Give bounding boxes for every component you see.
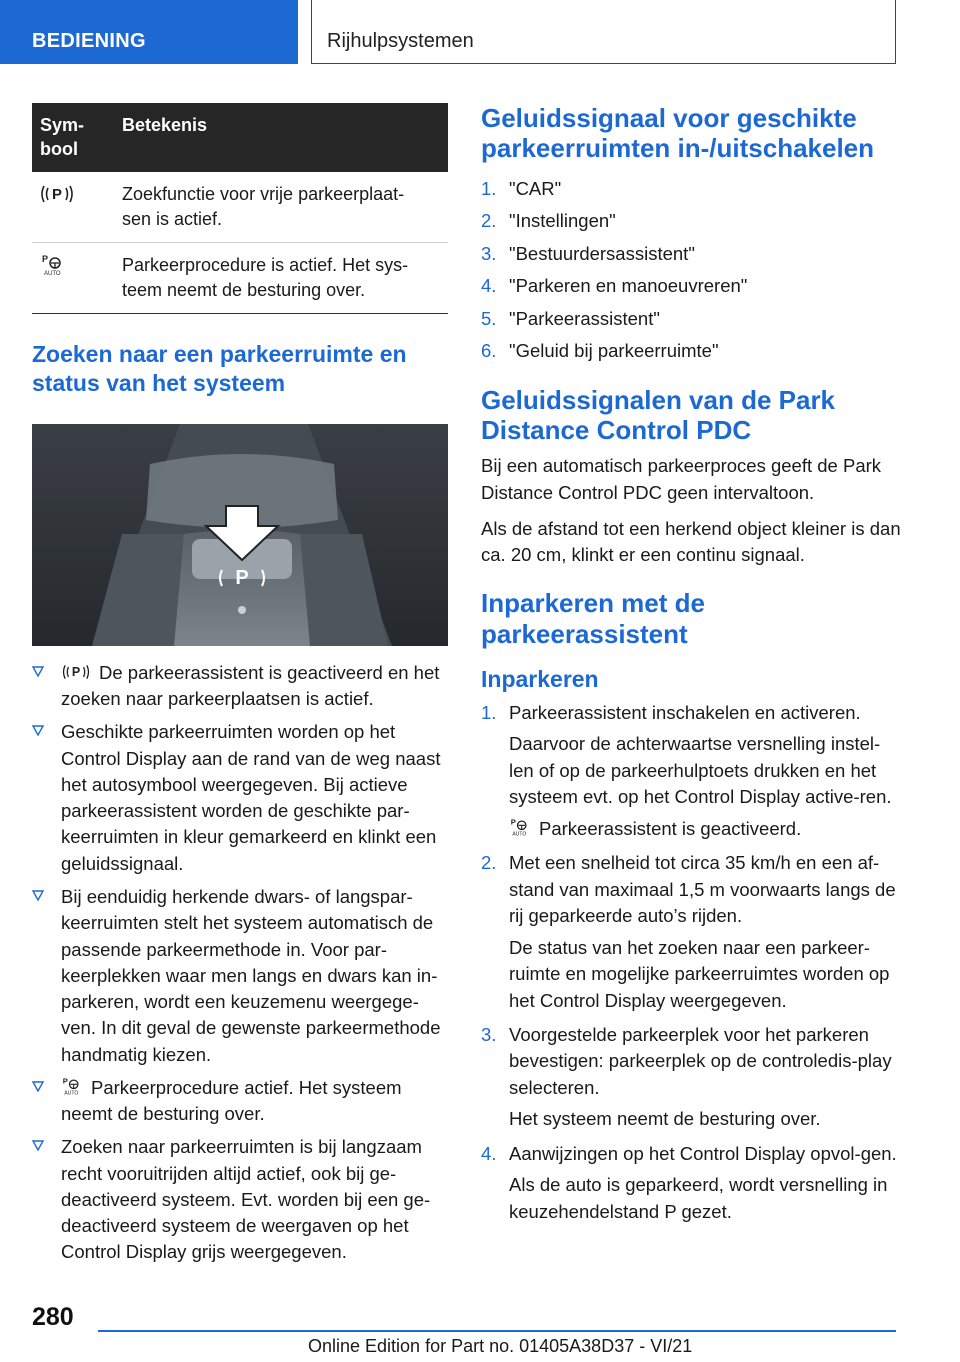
pdc-paragraph: Als de afstand tot een herkend object kleiner is dan ca. 20 cm, klinkt er een continu signaal. — [481, 517, 901, 566]
step-detail-text: Parkeerassistent is geactiveerd. — [539, 817, 802, 839]
list-item — [32, 1075, 448, 1128]
step-number: 4. — [481, 275, 497, 297]
parking-auto-icon — [40, 253, 66, 277]
inparking-heading: Inparkeren met de parkeerassistent — [481, 588, 705, 649]
list-item — [32, 660, 448, 713]
list-item — [481, 241, 901, 267]
step-text: "Geluid bij parkeerruimte" — [509, 340, 719, 362]
parking-auto-icon — [61, 1075, 83, 1097]
list-item — [32, 719, 448, 877]
step-number: 3. — [481, 242, 497, 264]
step-number: 1. — [481, 701, 497, 723]
list-item — [481, 273, 901, 299]
triangle-bullet-icon — [32, 666, 44, 677]
step-text: Voorgestelde parkeerplek voor het parkeren bevestigen: parkeerplek op de controledis-play selecteren. — [509, 1023, 892, 1098]
page-number: 280 — [32, 1303, 74, 1331]
list-item — [481, 176, 901, 202]
meaning-column-header: Betekenis — [114, 103, 448, 172]
right-column — [481, 103, 901, 1225]
list-item — [32, 1134, 448, 1265]
list-item — [481, 1141, 901, 1225]
svg-text:P: P — [42, 253, 49, 264]
pdc-heading: Geluidssignalen van de Park Distance Control PDC — [481, 384, 836, 445]
pdc-paragraph: Bij een automatisch parkeerproces geeft de Park Distance Control PDC geen intervaltoon. — [481, 455, 882, 503]
step-text: "Bestuurdersassistent" — [509, 242, 695, 264]
triangle-bullet-icon — [32, 1081, 44, 1092]
search-section-heading: Zoeken naar een parkeerruimte en status van het systeem — [32, 341, 407, 397]
step-detail: Daarvoor de achterwaartse versnelling instel-len of op de parkeerhulptoets drukken en het systeem evt. op het Control Display active-ren. — [509, 733, 892, 808]
symbol-column-header: Sym- bool — [32, 103, 114, 172]
svg-text:P: P — [510, 817, 516, 827]
section-header — [311, 0, 896, 64]
bullet-text: Bij eenduidig herkende dwars- of langspar-keerruimten stelt het systeem automatisch de passende parkeermethode in. Voor par-keerplekken waar men langs en dwars kan in-parkeren, wordt een keuzemenu weergege-ven. In dit geval de gewenste parkeermethode handmatig kiezen. — [61, 885, 441, 1065]
step-number: 4. — [481, 1142, 497, 1164]
chapter-tab[interactable] — [0, 0, 298, 64]
left-column — [32, 103, 448, 1273]
inparking-subheading: Inparkeren — [481, 666, 599, 693]
bullet-text: Parkeerprocedure actief. Het systeem neemt de besturing over. — [61, 1076, 402, 1125]
step-number: 2. — [481, 210, 497, 232]
svg-text:AUTO: AUTO — [44, 270, 61, 277]
list-item — [481, 1022, 901, 1133]
list-item — [481, 700, 901, 842]
edition-label: Online Edition for Part no. 01405A38D37 - VI/21 — [308, 1336, 693, 1356]
step-text: Parkeerassistent inschakelen en activeren. — [509, 701, 861, 723]
triangle-bullet-icon — [32, 1140, 44, 1151]
triangle-bullet-icon — [32, 725, 44, 736]
inparking-steps — [481, 700, 901, 1225]
sound-toggle-heading: Geluidssignaal voor geschikte parkeerruimten in-/uitschakelen — [481, 103, 875, 164]
list-item — [481, 306, 901, 332]
search-bullet-list — [32, 660, 448, 1266]
svg-text:P: P — [71, 665, 81, 680]
step-text: Met een snelheid tot circa 35 km/h en een af-stand van maximaal 1,5 m voorwaarts langs de rij geparkeerde auto’s rijden. — [509, 852, 896, 927]
step-detail: De status van het zoeken naar een parkeer-ruimte en mogelijke parkeerruimtes worden op het Control Display weergegeven. — [509, 936, 890, 1011]
bullet-text: Geschikte parkeerruimten worden op het Control Display aan de rand van de weg naast het autosymbool weergegeven. Bij actieve parkeerassistent worden de geschikte par-keerruimten in kleur gemarkeerd en klinkt een geluidssignaal. — [61, 721, 441, 874]
svg-text:AUTO: AUTO — [64, 1090, 79, 1097]
symbol-meaning: Zoekfunctie voor vrije parkeerplaat- sen is actief. — [114, 172, 448, 243]
list-item — [481, 338, 901, 364]
step-text: "Instellingen" — [509, 210, 616, 232]
list-item — [481, 208, 901, 234]
display-illustration — [32, 424, 448, 646]
svg-text:P: P — [62, 1076, 68, 1086]
step-text: "Parkeerassistent" — [509, 307, 660, 329]
list-item — [32, 884, 448, 1068]
sound-toggle-steps — [481, 176, 901, 365]
step-number: 2. — [481, 852, 497, 874]
svg-text:P: P — [51, 185, 63, 203]
bullet-text: Zoeken naar parkeerruimten is bij langzaam recht vooruitrijden altijd actief, ook bij ge-deactiveerd systeem. Evt. worden bij een ge-deactiveerd systeem de weergaven op het Control Display grijs weergegeven. — [61, 1136, 431, 1263]
triangle-bullet-icon — [32, 890, 44, 901]
step-text: Aanwijzingen op het Control Display opvol-gen. — [509, 1142, 897, 1164]
svg-text:AUTO: AUTO — [512, 831, 527, 838]
step-number: 5. — [481, 307, 497, 329]
section-title: Rijhulpsystemen — [327, 30, 474, 52]
parking-sound-icon — [40, 182, 74, 206]
table-row — [32, 172, 448, 243]
parking-display-image — [32, 424, 448, 646]
step-detail — [509, 816, 901, 842]
step-number: 3. — [481, 1023, 497, 1045]
symbol-table — [32, 103, 448, 314]
bullet-text: De parkeerassistent is geactiveerd en het zoeken naar parkeerplaatsen is actief. — [61, 661, 440, 710]
parking-auto-icon — [509, 816, 531, 838]
step-number: 1. — [481, 177, 497, 199]
step-detail: Het systeem neemt de besturing over. — [509, 1108, 821, 1130]
chapter-title: BEDIENING — [32, 30, 146, 52]
symbol-meaning: Parkeerprocedure is actief. Het sys- teem neemt de besturing over. — [114, 242, 448, 313]
parking-sound-icon — [61, 662, 91, 682]
svg-text:P: P — [235, 566, 249, 589]
step-detail: Als de auto is geparkeerd, wordt versnelling in keuzehendelstand P gezet. — [509, 1174, 888, 1222]
list-item — [481, 850, 901, 1014]
footer-divider — [98, 1330, 896, 1332]
table-row — [32, 242, 448, 313]
step-text: "CAR" — [509, 177, 562, 199]
step-text: "Parkeren en manoeuvreren" — [509, 275, 748, 297]
step-number: 6. — [481, 340, 497, 362]
